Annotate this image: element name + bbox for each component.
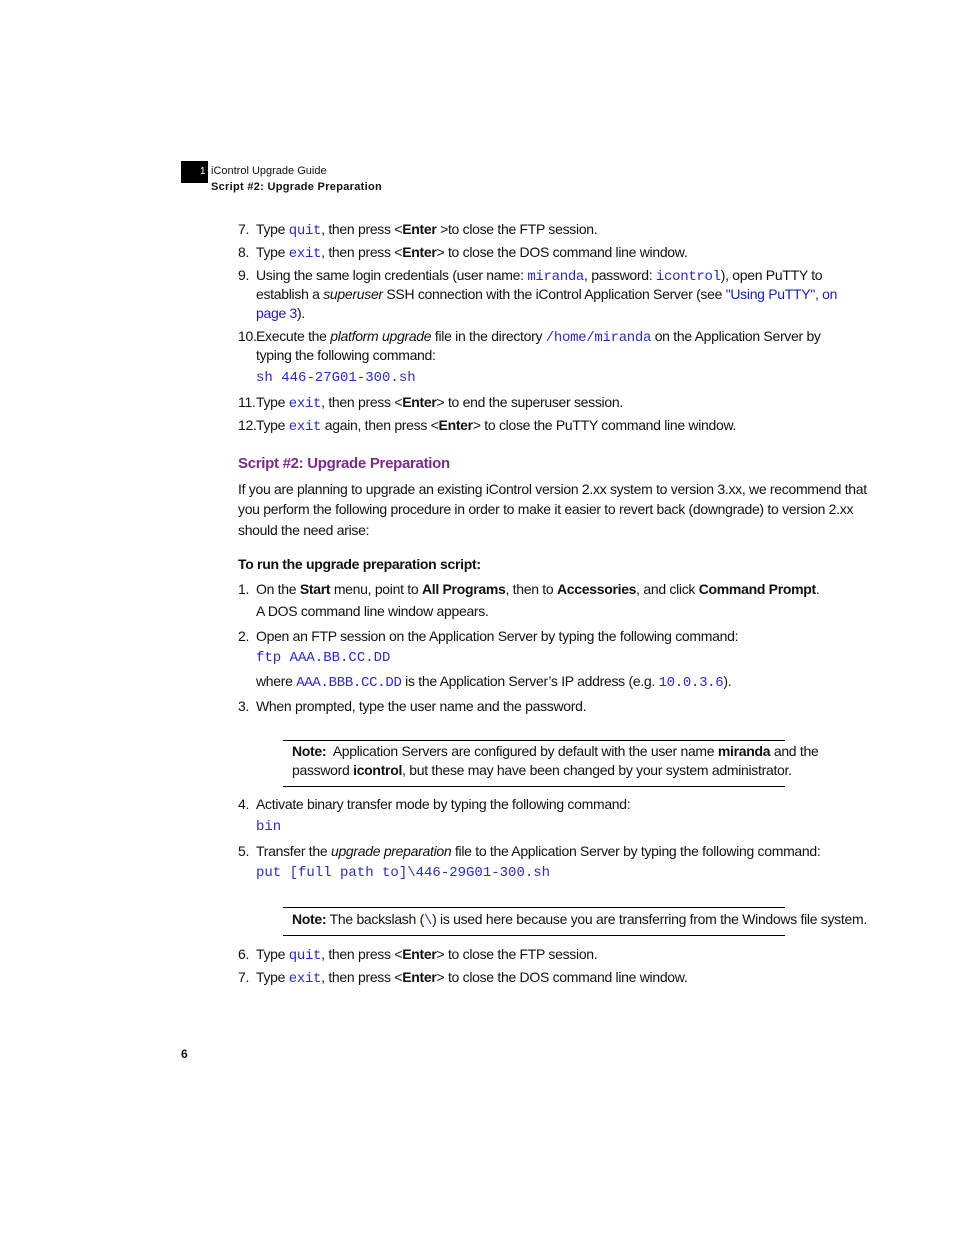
list-item: Activate binary transfer mode by typing the following command: xyxy=(256,796,631,812)
step-number: 1. xyxy=(238,581,250,597)
note-continuation: password icontrol, but these may have been changed by your system administrator. xyxy=(292,762,792,778)
step-number: 4. xyxy=(238,796,250,812)
page-number: 6 xyxy=(181,1047,188,1061)
list-item: Transfer the upgrade preparation file to the Application Server by typing the following command: xyxy=(256,843,821,859)
step-number: 11. xyxy=(238,394,256,410)
intro-paragraph: If you are planning to upgrade an existing iControl version 2.xx system to version 3.xx, we recommend that xyxy=(238,481,867,497)
list-item-continuation: typing the following command: xyxy=(256,347,436,363)
note-bottom-rule xyxy=(283,935,785,936)
step-number: 10. xyxy=(238,328,257,344)
command-line: ftp AAA.BB.CC.DD xyxy=(256,650,391,666)
list-item-continuation: page 3). xyxy=(256,305,305,321)
command-line: put [full path to]\446-29G01-300.sh xyxy=(256,865,551,881)
step-number: 3. xyxy=(238,698,250,714)
step-number: 6. xyxy=(238,946,250,962)
list-item: Type quit, then press <Enter> to close the FTP session. xyxy=(256,946,598,964)
list-item: Open an FTP session on the Application Server by typing the following command: xyxy=(256,628,739,644)
note: Note: The backslash (\) is used here because you are transferring from the Windows file system. xyxy=(292,911,867,929)
step-number: 8. xyxy=(238,244,250,260)
list-item: Type exit, then press <Enter> to close the DOS command line window. xyxy=(256,244,688,262)
list-item: On the Start menu, point to All Programs, then to Accessories, and click Command Prompt. xyxy=(256,581,820,597)
intro-paragraph: you perform the following procedure in order to make it easier to revert back (downgrade) to version 2.xx xyxy=(238,501,854,517)
section-heading: Script #2: Upgrade Preparation xyxy=(238,455,450,472)
note-top-rule xyxy=(283,740,785,741)
step-number: 12. xyxy=(238,417,257,433)
step-number: 5. xyxy=(238,843,250,859)
step-explanation: where AAA.BBB.CC.DD is the Application Server’s IP address (e.g. 10.0.3.6). xyxy=(256,673,732,691)
list-item: When prompted, type the user name and the password. xyxy=(256,698,587,714)
running-header-section: Script #2: Upgrade Preparation xyxy=(211,181,382,193)
list-item-continuation: establish a superuser SSH connection with the iControl Application Server (see "Using PuTTY", on xyxy=(256,286,838,302)
chapter-number: 1 xyxy=(200,166,206,177)
step-number: 7. xyxy=(238,969,250,985)
list-item: Using the same login credentials (user name: miranda, password: icontrol), open PuTTY to xyxy=(256,267,823,285)
list-item: Type exit, then press <Enter> to close the DOS command line window. xyxy=(256,969,688,987)
step-result: A DOS command line window appears. xyxy=(256,603,489,619)
command-line: bin xyxy=(256,819,282,835)
note-label: Note: xyxy=(292,743,327,759)
link-using-putty[interactable]: "Using PuTTY", on xyxy=(725,286,838,302)
step-number: 7. xyxy=(238,221,250,237)
command-line: sh 446-27G01-300.sh xyxy=(256,370,416,386)
step-number: 2. xyxy=(238,628,250,644)
list-item: Execute the platform upgrade file in the directory /home/miranda on the Application Server by xyxy=(256,328,821,346)
intro-paragraph: should the need arise: xyxy=(238,522,370,538)
procedure-title: To run the upgrade preparation script: xyxy=(238,556,481,572)
running-header-title: iControl Upgrade Guide xyxy=(211,165,327,177)
list-item: Type quit, then press <Enter >to close the FTP session. xyxy=(256,221,598,239)
list-item: Type exit again, then press <Enter> to close the PuTTY command line window. xyxy=(256,417,737,435)
note-bottom-rule xyxy=(283,786,785,787)
link-page-3[interactable]: page 3 xyxy=(256,305,298,321)
note-top-rule xyxy=(283,907,785,908)
note: Note: Application Servers are configured by default with the user name miranda and the xyxy=(292,743,819,759)
note-label: Note: xyxy=(292,911,327,927)
step-number: 9. xyxy=(238,267,250,283)
list-item: Type exit, then press <Enter> to end the superuser session. xyxy=(256,394,623,412)
